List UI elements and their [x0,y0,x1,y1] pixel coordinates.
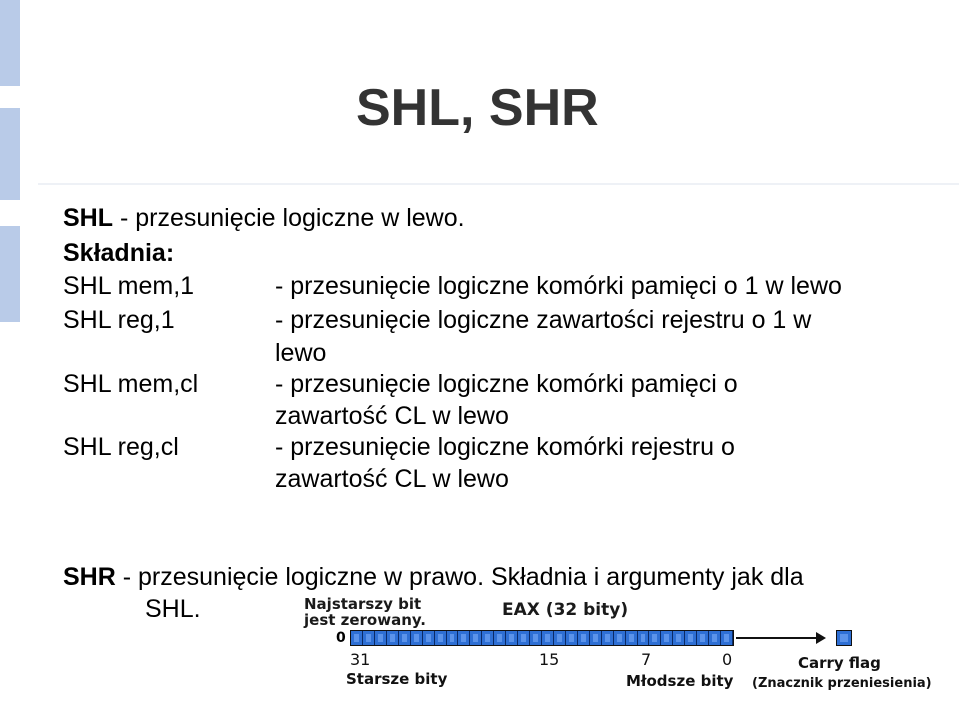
register-bit [470,631,482,645]
syntax-label: Składnia: [63,239,175,267]
register-bit [399,631,411,645]
shift-arrow-line [736,637,820,639]
carry-flag-label: Carry flag [798,654,881,672]
bit-index-7: 7 [641,650,652,669]
register-bit [458,631,470,645]
register-bit [566,631,578,645]
register-bit [423,631,435,645]
zero-input-label: 0 [336,630,346,646]
register-bit [721,631,733,645]
register-bit [649,631,661,645]
register-bits [350,630,734,646]
syntax-form-shl-reg-cl: SHL reg,cl [63,433,179,461]
register-bit [638,631,650,645]
syntax-desc-shl-mem-1: - przesunięcie logiczne komórki pamięci o 1 w lewo [275,272,842,300]
shr-intro [63,565,804,590]
high-bits-label: Starsze bity [346,670,448,688]
shr-description-line2: SHL. [145,595,201,623]
register-bit [494,631,506,645]
register-bit [685,631,697,645]
register-bit [387,631,399,645]
shr-description-line1: - przesunięcie logiczne w prawo. Składnia i argumenty jak dla [115,563,804,591]
register-bit [709,631,721,645]
bit-index-0: 0 [722,650,733,669]
decorative-bar-3 [0,226,20,322]
register-bit [506,631,518,645]
syntax-form-shl-mem-1: SHL mem,1 [63,272,195,300]
top-note-line1: Najstarszy bit [304,595,422,613]
register-bit [518,631,530,645]
syntax-form-shl-reg-1: SHL reg,1 [63,306,175,334]
register-bit [554,631,566,645]
syntax-desc-shl-reg-1-line2: lewo [275,339,327,367]
register-bit [542,631,554,645]
syntax-desc-shl-reg-cl-line2: zawartość CL w lewo [275,465,509,493]
register-bit [351,631,363,645]
bit-index-31: 31 [350,650,371,669]
register-bit [482,631,494,645]
carry-flag-box [836,630,852,646]
register-bit [614,631,626,645]
syntax-desc-shl-mem-cl-line1: - przesunięcie logiczne komórki pamięci o [275,370,738,398]
top-note-line2: jest zerowany. [304,611,426,629]
slide-title: SHL, SHR [356,79,599,137]
syntax-desc-shl-mem-cl-line2: zawartość CL w lewo [275,402,509,430]
register-bit [697,631,709,645]
shl-intro [63,206,465,231]
register-bit [626,631,638,645]
register-bit [375,631,387,645]
register-bit [363,631,375,645]
syntax-form-shl-mem-cl: SHL mem,cl [63,370,199,398]
shr-keyword: SHR [63,563,116,591]
register-bit [602,631,614,645]
syntax-desc-shl-reg-cl-line1: - przesunięcie logiczne komórki rejestru o [275,433,735,461]
decorative-bar-2 [0,108,20,200]
register-bit [661,631,673,645]
register-bit [673,631,685,645]
shl-description: - przesunięcie logiczne w lewo. [113,204,465,232]
register-bit [411,631,423,645]
register-bit [590,631,602,645]
shl-keyword: SHL [63,204,113,232]
low-bits-label: Młodsze bity [626,672,734,690]
shift-arrow-head [816,632,826,644]
bit-index-15: 15 [539,650,560,669]
shift-diagram [290,592,950,719]
register-bit [578,631,590,645]
decorative-bar-1 [0,0,20,86]
register-bit [447,631,459,645]
register-label: EAX (32 bity) [502,600,629,620]
register-bit [530,631,542,645]
register-bit [435,631,447,645]
carry-flag-note: (Znacznik przeniesienia) [752,676,932,691]
syntax-desc-shl-reg-1-line1: - przesunięcie logiczne zawartości rejestru o 1 w [275,306,812,334]
